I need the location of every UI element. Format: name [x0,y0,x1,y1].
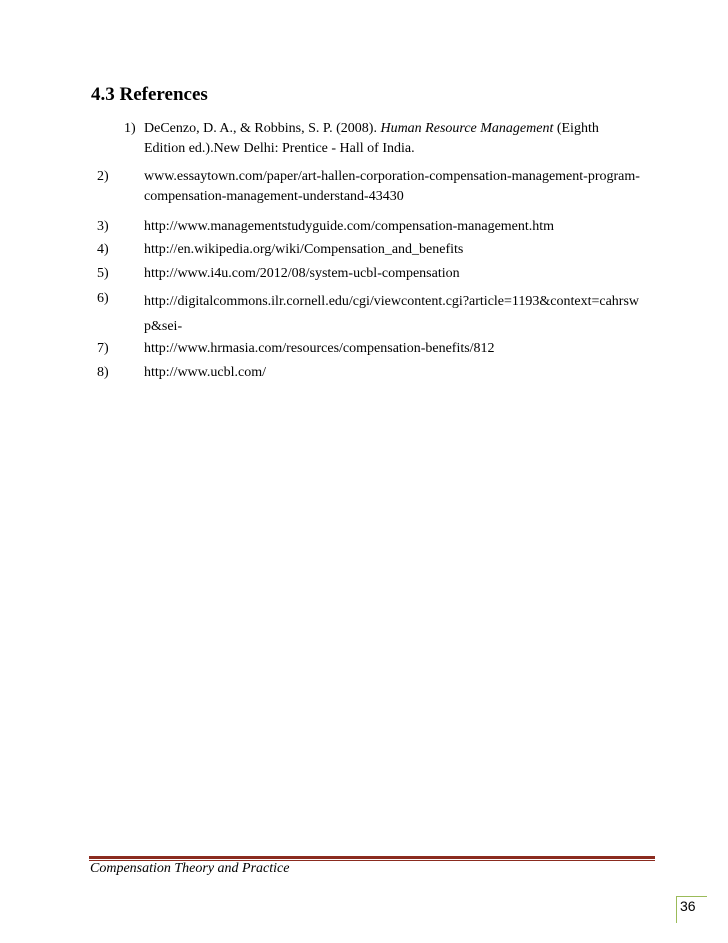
reference-text [144,289,664,339]
reference-line: Edition ed.).New Delhi: Prentice - Hall of India. [144,141,415,156]
footer-title: Compensation Theory and Practice [90,861,290,876]
reference-text [144,217,664,237]
reference-number: 7) [97,341,109,356]
reference-link[interactable]: http://www.hrmasia.com/resources/compensation-benefits/812 [144,341,495,356]
reference-number: 3) [97,219,109,234]
reference-number: 8) [97,365,109,380]
section-heading: 4.3 References [91,84,208,105]
footer-divider [89,856,655,859]
book-title: Human Resource Management [380,121,554,136]
reference-number: 2) [97,169,109,184]
reference-link[interactable]: http://www.managementstudyguide.com/compensation-management.htm [144,219,555,234]
page-number: 36 [680,898,696,914]
reference-text [144,167,664,207]
reference-line: DeCenzo, D. A., & Robbins, S. P. (2008). Human Resource Management (Eighth [144,121,599,136]
reference-text [144,339,664,359]
reference-text [144,264,664,284]
reference-number: 4) [97,242,109,257]
reference-text [144,363,664,383]
reference-text [144,119,664,159]
reference-number: 5) [97,266,109,281]
reference-number: 6) [97,291,109,306]
reference-link[interactable]: http://digitalcommons.ilr.cornell.edu/cgi/viewcontent.cgi?article=1193&context=cahrsw [144,294,640,309]
reference-link[interactable]: http://en.wikipedia.org/wiki/Compensation_and_benefits [144,242,464,257]
reference-link[interactable]: p&sei- [144,319,183,334]
reference-number: 1) [124,121,136,136]
reference-link[interactable]: http://www.ucbl.com/ [144,365,266,380]
reference-link[interactable]: http://www.i4u.com/2012/08/system-ucbl-compensation [144,266,460,281]
reference-text [144,240,664,260]
reference-line: www.essaytown.com/paper/art-hallen-corporation-compensation-management-program- [144,169,640,184]
reference-line: compensation-management-understand-43430 [144,189,404,204]
